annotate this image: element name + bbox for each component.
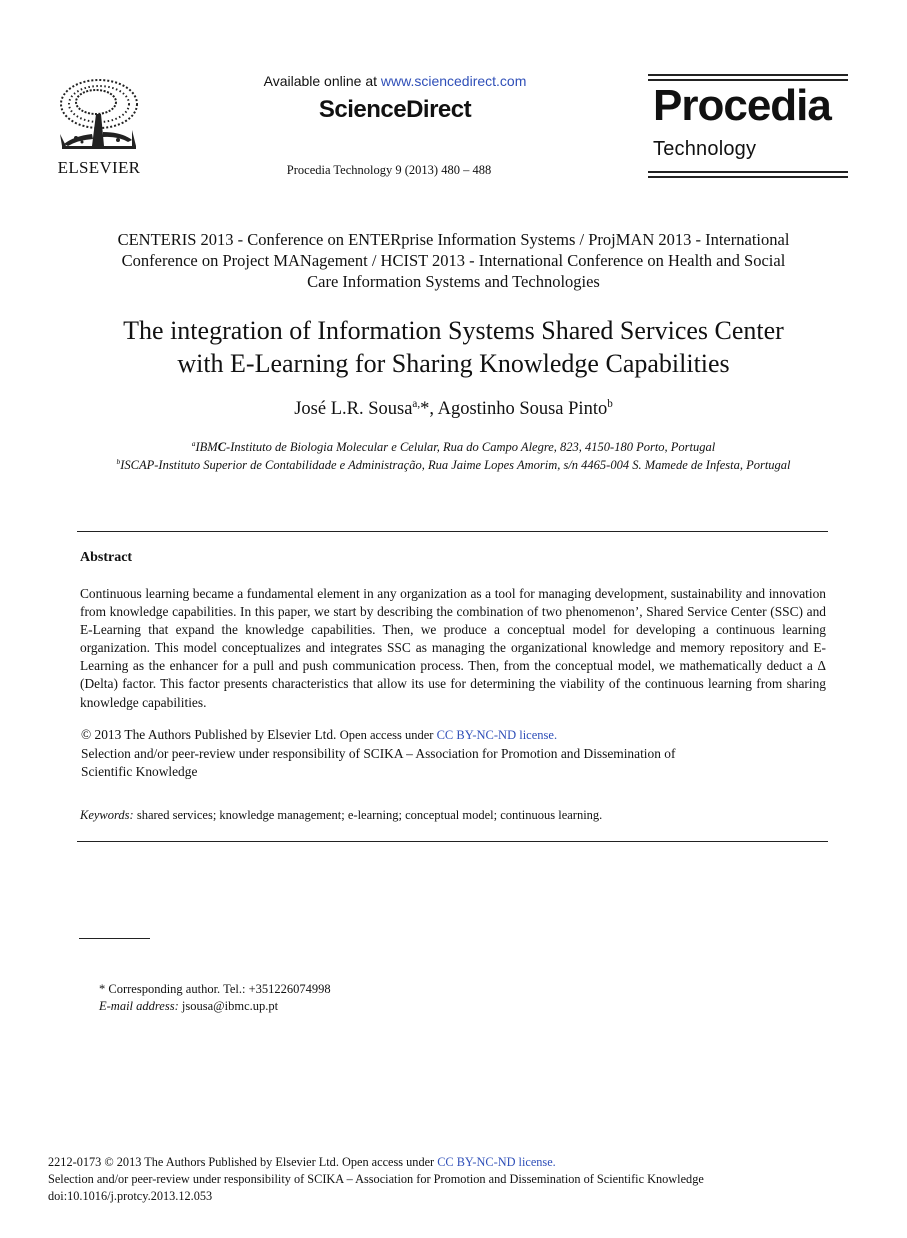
elsevier-wordmark: ELSEVIER <box>57 158 141 177</box>
divider <box>77 531 828 532</box>
abstract-heading: Abstract <box>80 550 133 565</box>
publication-footer: 2212-0173 © 2013 The Authors Published by Elsevier Ltd. Open access under CC BY-NC-ND license. Selection and/or peer-review under responsibility of SCIKA – Association for Promotion and Dissemination of Scientific Knowledge doi:10.1016/j.protcy.2013.12.053 <box>48 1154 878 1206</box>
journal-reference: Procedia Technology 9 (2013) 480 – 488 <box>286 163 492 177</box>
doi: doi:10.1016/j.protcy.2013.12.053 <box>48 1189 213 1204</box>
footer-license-link[interactable]: CC BY-NC-ND license. <box>437 1155 556 1169</box>
author-list: José L.R. Sousa$^{a,}$*, Agostinho Sousa Pinto$^b$ <box>294 398 613 420</box>
keywords: Keywords: shared services; knowledge management; e-learning; conceptual model; continuous learning. <box>80 808 603 822</box>
conference-name: CENTERIS 2013 - Conference on ENTERprise Information Systems / ProjMAN 2013 - International Conference on Project MANagement / HCIST 2013 - International Conference on Health and Social Care Information Systems and Technologies <box>117 230 790 291</box>
license-link[interactable]: CC BY-NC-ND license. <box>436 728 558 742</box>
affiliation-a: $^a$IBMC-Instituto de Biologia Molecular e Celular, Rua do Campo Alegre, 823, 4150-180 Porto, Portugal <box>191 439 716 455</box>
affiliation-b: $^b$ISCAP-Instituto Superior de Contabilidade e Administração, Rua Jaime Lopes Amorim, s/n 4465-004 S. Mamede de Infesta, Portugal <box>116 457 791 473</box>
email-address: E-mail address: jsousa@ibmc.up.pt <box>99 999 279 1013</box>
procedia-wordmark: Procedia <box>653 81 831 130</box>
procedia-subtitle: Technology <box>653 138 757 160</box>
author-name: José L.R. Sousa <box>294 399 413 420</box>
sciencedirect-link[interactable]: www.sciencedirect.com <box>380 73 527 89</box>
footnote-rule <box>79 938 150 939</box>
sciencedirect-logo: ScienceDirect <box>318 96 472 123</box>
copyright-notice: © 2013 The Authors Published by Elsevier Ltd. Open access under CC BY-NC-ND license. Selection and/or peer-review under responsibility of SCIKA – Association for Promotion and Dissemination of Scientific Knowledge <box>81 727 676 779</box>
paper-title: The integration of Information Systems Shared Services Center with E-Learning for Sharing Knowledge Capabilities <box>123 316 784 378</box>
corresponding-author-note: * Corresponding author. Tel.: +351226074998 <box>99 982 331 996</box>
available-online-line: Available online at www.sciencedirect.com <box>263 73 527 89</box>
author-name: Agostinho Sousa Pinto <box>437 399 608 420</box>
abstract-body: Continuous learning became a fundamental element in any organization as a tool for managing development, sustainability and innovation from knowledge capabilities. In this paper, we start by describing the combination of two phenomenon’, Shared Service Center (SSC) and E-Learning that expand the knowledge capabilities. Then, we produce a conceptual model for developing a continuous learning organization. This model conceptualizes and integrates SSC as managing the organizational knowledge and memory repository and E-Learning as the enhancer for a pull and push communication process. Then, from the conceptual model, we mathematically deduct a Δ (Delta) factor. This factor presents characteristics that allow its use for determining the viability of the continuous learning from sharing knowledge capabilities. <box>80 586 826 710</box>
divider <box>77 841 828 842</box>
procedia-technology-logo <box>648 74 848 178</box>
